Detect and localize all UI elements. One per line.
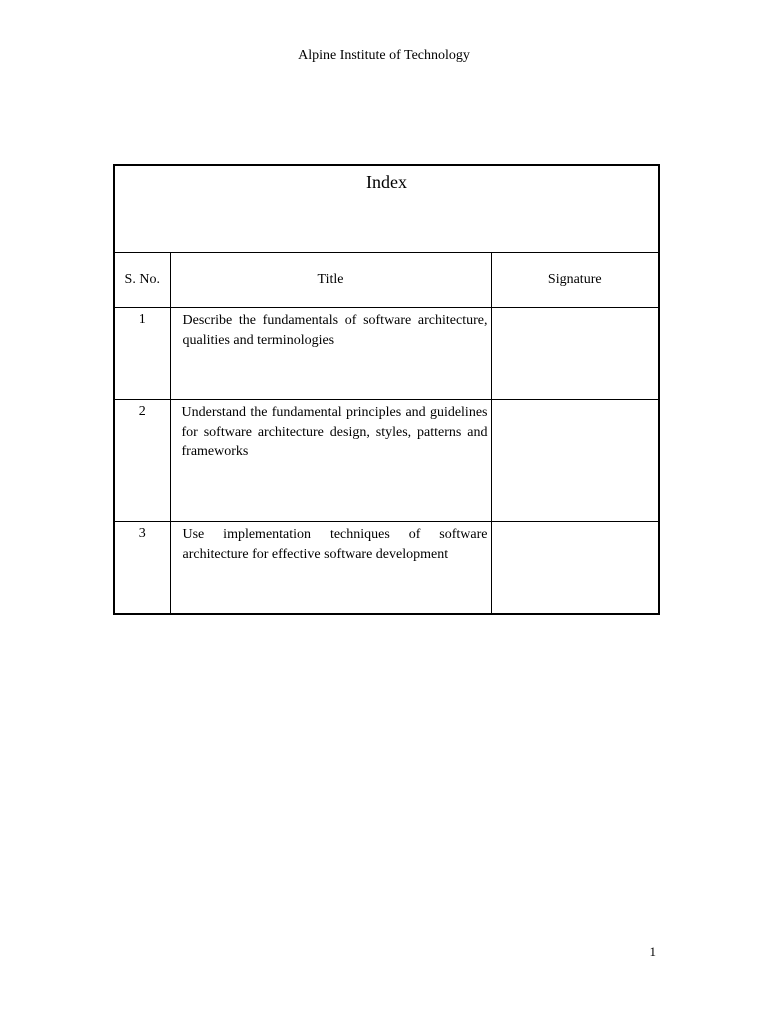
column-header-signature: Signature xyxy=(491,253,659,308)
row-title: Describe the fundamentals of software architecture, qualities and terminologies xyxy=(170,308,491,400)
row-sno: 3 xyxy=(114,522,170,615)
table-row xyxy=(114,308,659,400)
column-header-sno: S. No. xyxy=(114,253,170,308)
page-number: 1 xyxy=(649,944,656,959)
row-signature xyxy=(491,308,659,400)
table-row xyxy=(114,522,659,615)
row-title: Understand the fundamental principles and guidelines for software architecture design, styles, patterns and frameworks xyxy=(170,400,491,522)
row-sno: 1 xyxy=(114,308,170,400)
row-signature xyxy=(491,400,659,522)
page-header: Alpine Institute of Technology xyxy=(298,48,470,63)
column-header-title: Title xyxy=(170,253,491,308)
table-title: Index xyxy=(114,165,659,253)
row-title: Use implementation techniques of software architecture for effective software development xyxy=(170,522,491,615)
row-signature xyxy=(491,522,659,615)
table-title-row xyxy=(114,165,659,253)
index-table xyxy=(113,164,660,615)
table-header-row xyxy=(114,253,659,308)
table-row xyxy=(114,400,659,522)
row-sno: 2 xyxy=(114,400,170,522)
